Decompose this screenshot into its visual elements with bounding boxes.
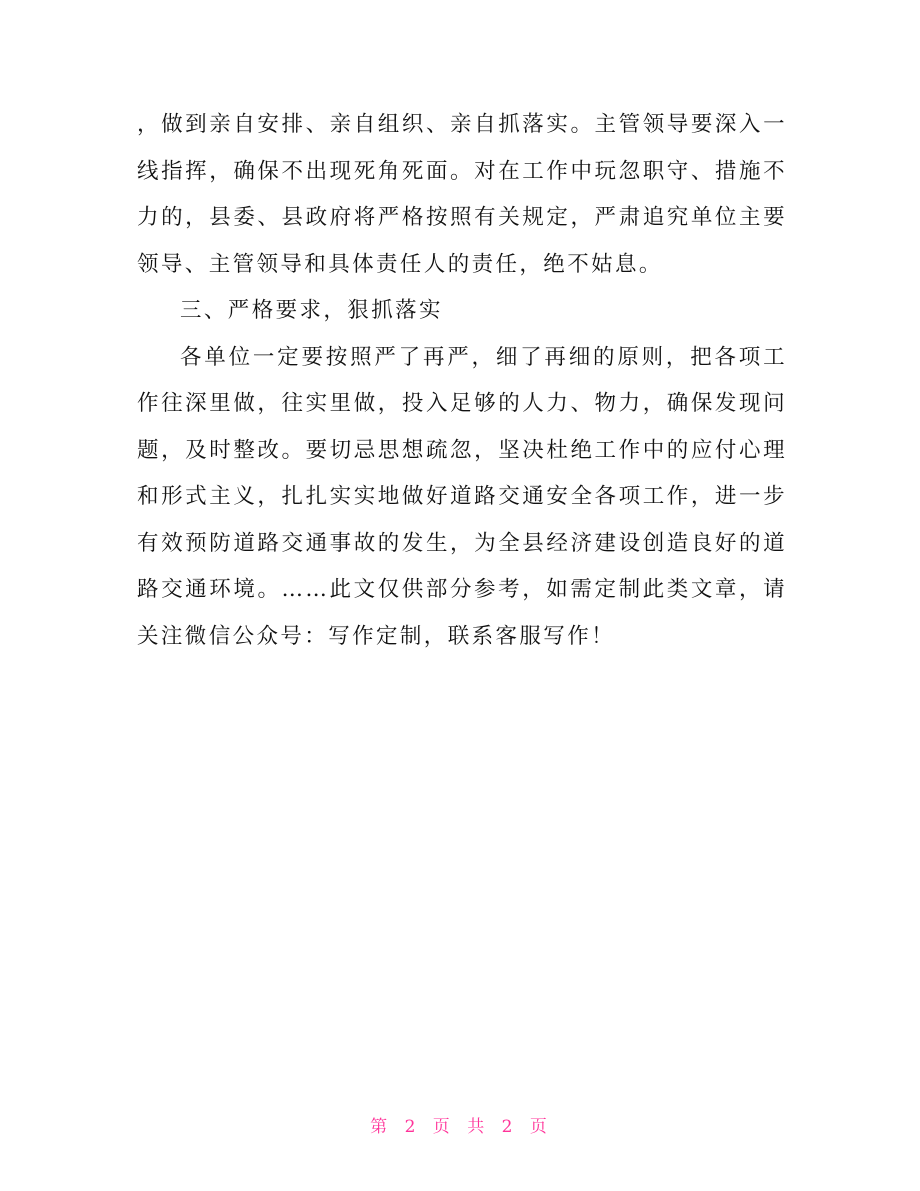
section-heading: 三、严格要求，狠抓落实 — [180, 298, 443, 323]
paragraph-body: 各单位一定要按照严了再严，细了再细的原则，把各项工作往深里做，往实里做，投入足够的人力、物力，确保发现问题，及时整改。要切忌思想疏忽，坚决杜绝工作中的应付心理和形式主义，扎扎实实地做好道路交通安全各项工作，进一步有效预防道路交通事故的发生，为全县经济建设创造良好的道路交通环境。……此文仅供部分参考，如需定制此类文章，请关注微信公众号：写作定制，联系客服写作！ — [137, 344, 787, 649]
paragraph-continuation: ，做到亲自安排、亲自组织、亲自抓落实。主管领导要深入一线指挥，确保不出现死角死面。对在工作中玩忽职守、措施不力的，县委、县政府将严格按照有关规定，严肃追究单位主要领导、主管领导和具体责任人的责任，绝不姑息。 — [137, 112, 787, 277]
page-number-footer: 第 2 页 共 2 页 — [370, 1117, 550, 1137]
document-body — [137, 102, 787, 660]
